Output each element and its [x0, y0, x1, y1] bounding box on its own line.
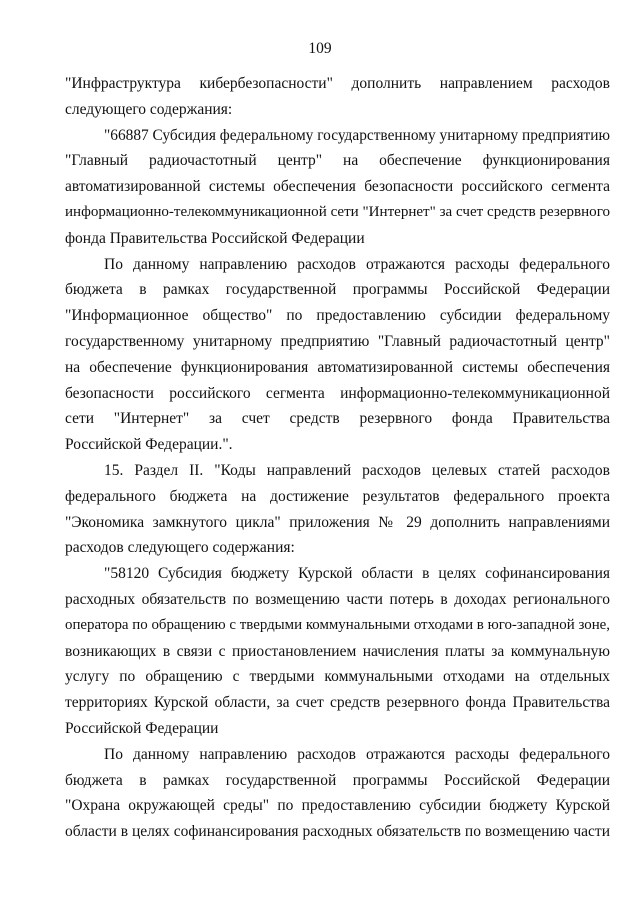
- text-line: федерального бюджета на достижение результатов федерального проекта: [65, 487, 610, 505]
- text-line: "66887 Субсидия федеральному государственному унитарному предприятию: [104, 126, 610, 144]
- text-line: бюджета в рамках государственной программы Российской Федерации: [65, 771, 610, 789]
- text-line: "Экономика замкнутого цикла" приложения № 29 дополнить направлениями: [65, 513, 610, 531]
- text-line: государственному унитарному предприятию "Главный радиочастотный центр": [65, 332, 610, 350]
- text-line: следующего содержания:: [65, 100, 233, 118]
- text-line: безопасности российского сегмента информационно-телекоммуникационной: [65, 384, 610, 402]
- text-line: "58120 Субсидия бюджету Курской области в целях софинансирования: [104, 565, 610, 583]
- text-line: оператора по обращению с твердыми коммунальными отходами в юго-западной зоне,: [65, 616, 610, 633]
- text-line: возникающих в связи с приостановлением начисления платы за коммунальную: [65, 642, 610, 660]
- text-line: услугу по обращению с твердыми коммунальными отходами на отдельных: [65, 668, 610, 686]
- text-line: "Главный радиочастотный центр" на обеспечение функционирования: [65, 152, 610, 170]
- text-line: области в целях софинансирования расходных обязательств по возмещению части: [65, 823, 610, 841]
- page-number: 109: [308, 40, 332, 57]
- text-line: 15. Раздел II. "Коды направлений расходов целевых статей расходов: [104, 461, 610, 479]
- text-line: Российской Федерации: [65, 719, 219, 737]
- text-line: "Охрана окружающей среды" по предоставлению субсидии бюджету Курской: [65, 797, 610, 815]
- text-line: территориях Курской области, за счет средств резервного фонда Правительства: [65, 694, 610, 712]
- text-line: "Инфраструктура кибербезопасности" дополнить направлением расходов: [65, 75, 610, 92]
- text-line: "Информационное общество" по предоставлению субсидии федеральному: [65, 307, 610, 325]
- text-line: Российской Федерации.".: [65, 436, 233, 454]
- text-line: расходных обязательств по возмещению части потерь в доходах регионального: [65, 590, 610, 608]
- text-line: По данному направлению расходов отражаются расходы федерального: [104, 255, 610, 273]
- text-line: автоматизированной системы обеспечения безопасности российского сегмента: [65, 178, 610, 196]
- text-line: бюджета в рамках государственной программы Российской Федерации: [65, 281, 610, 299]
- text-line: сети "Интернет" за счет средств резервного фонда Правительства: [65, 410, 610, 428]
- text-line: расходов следующего содержания:: [65, 539, 295, 557]
- document-body: [65, 71, 610, 845]
- text-line: на обеспечение функционирования автоматизированной системы обеспечения: [65, 358, 610, 376]
- text-line: фонда Правительства Российской Федерации: [65, 229, 365, 247]
- text-line: информационно-телекоммуникационной сети "Интернет" за счет средств резервного: [65, 203, 610, 220]
- text-line: По данному направлению расходов отражаются расходы федерального: [104, 745, 610, 763]
